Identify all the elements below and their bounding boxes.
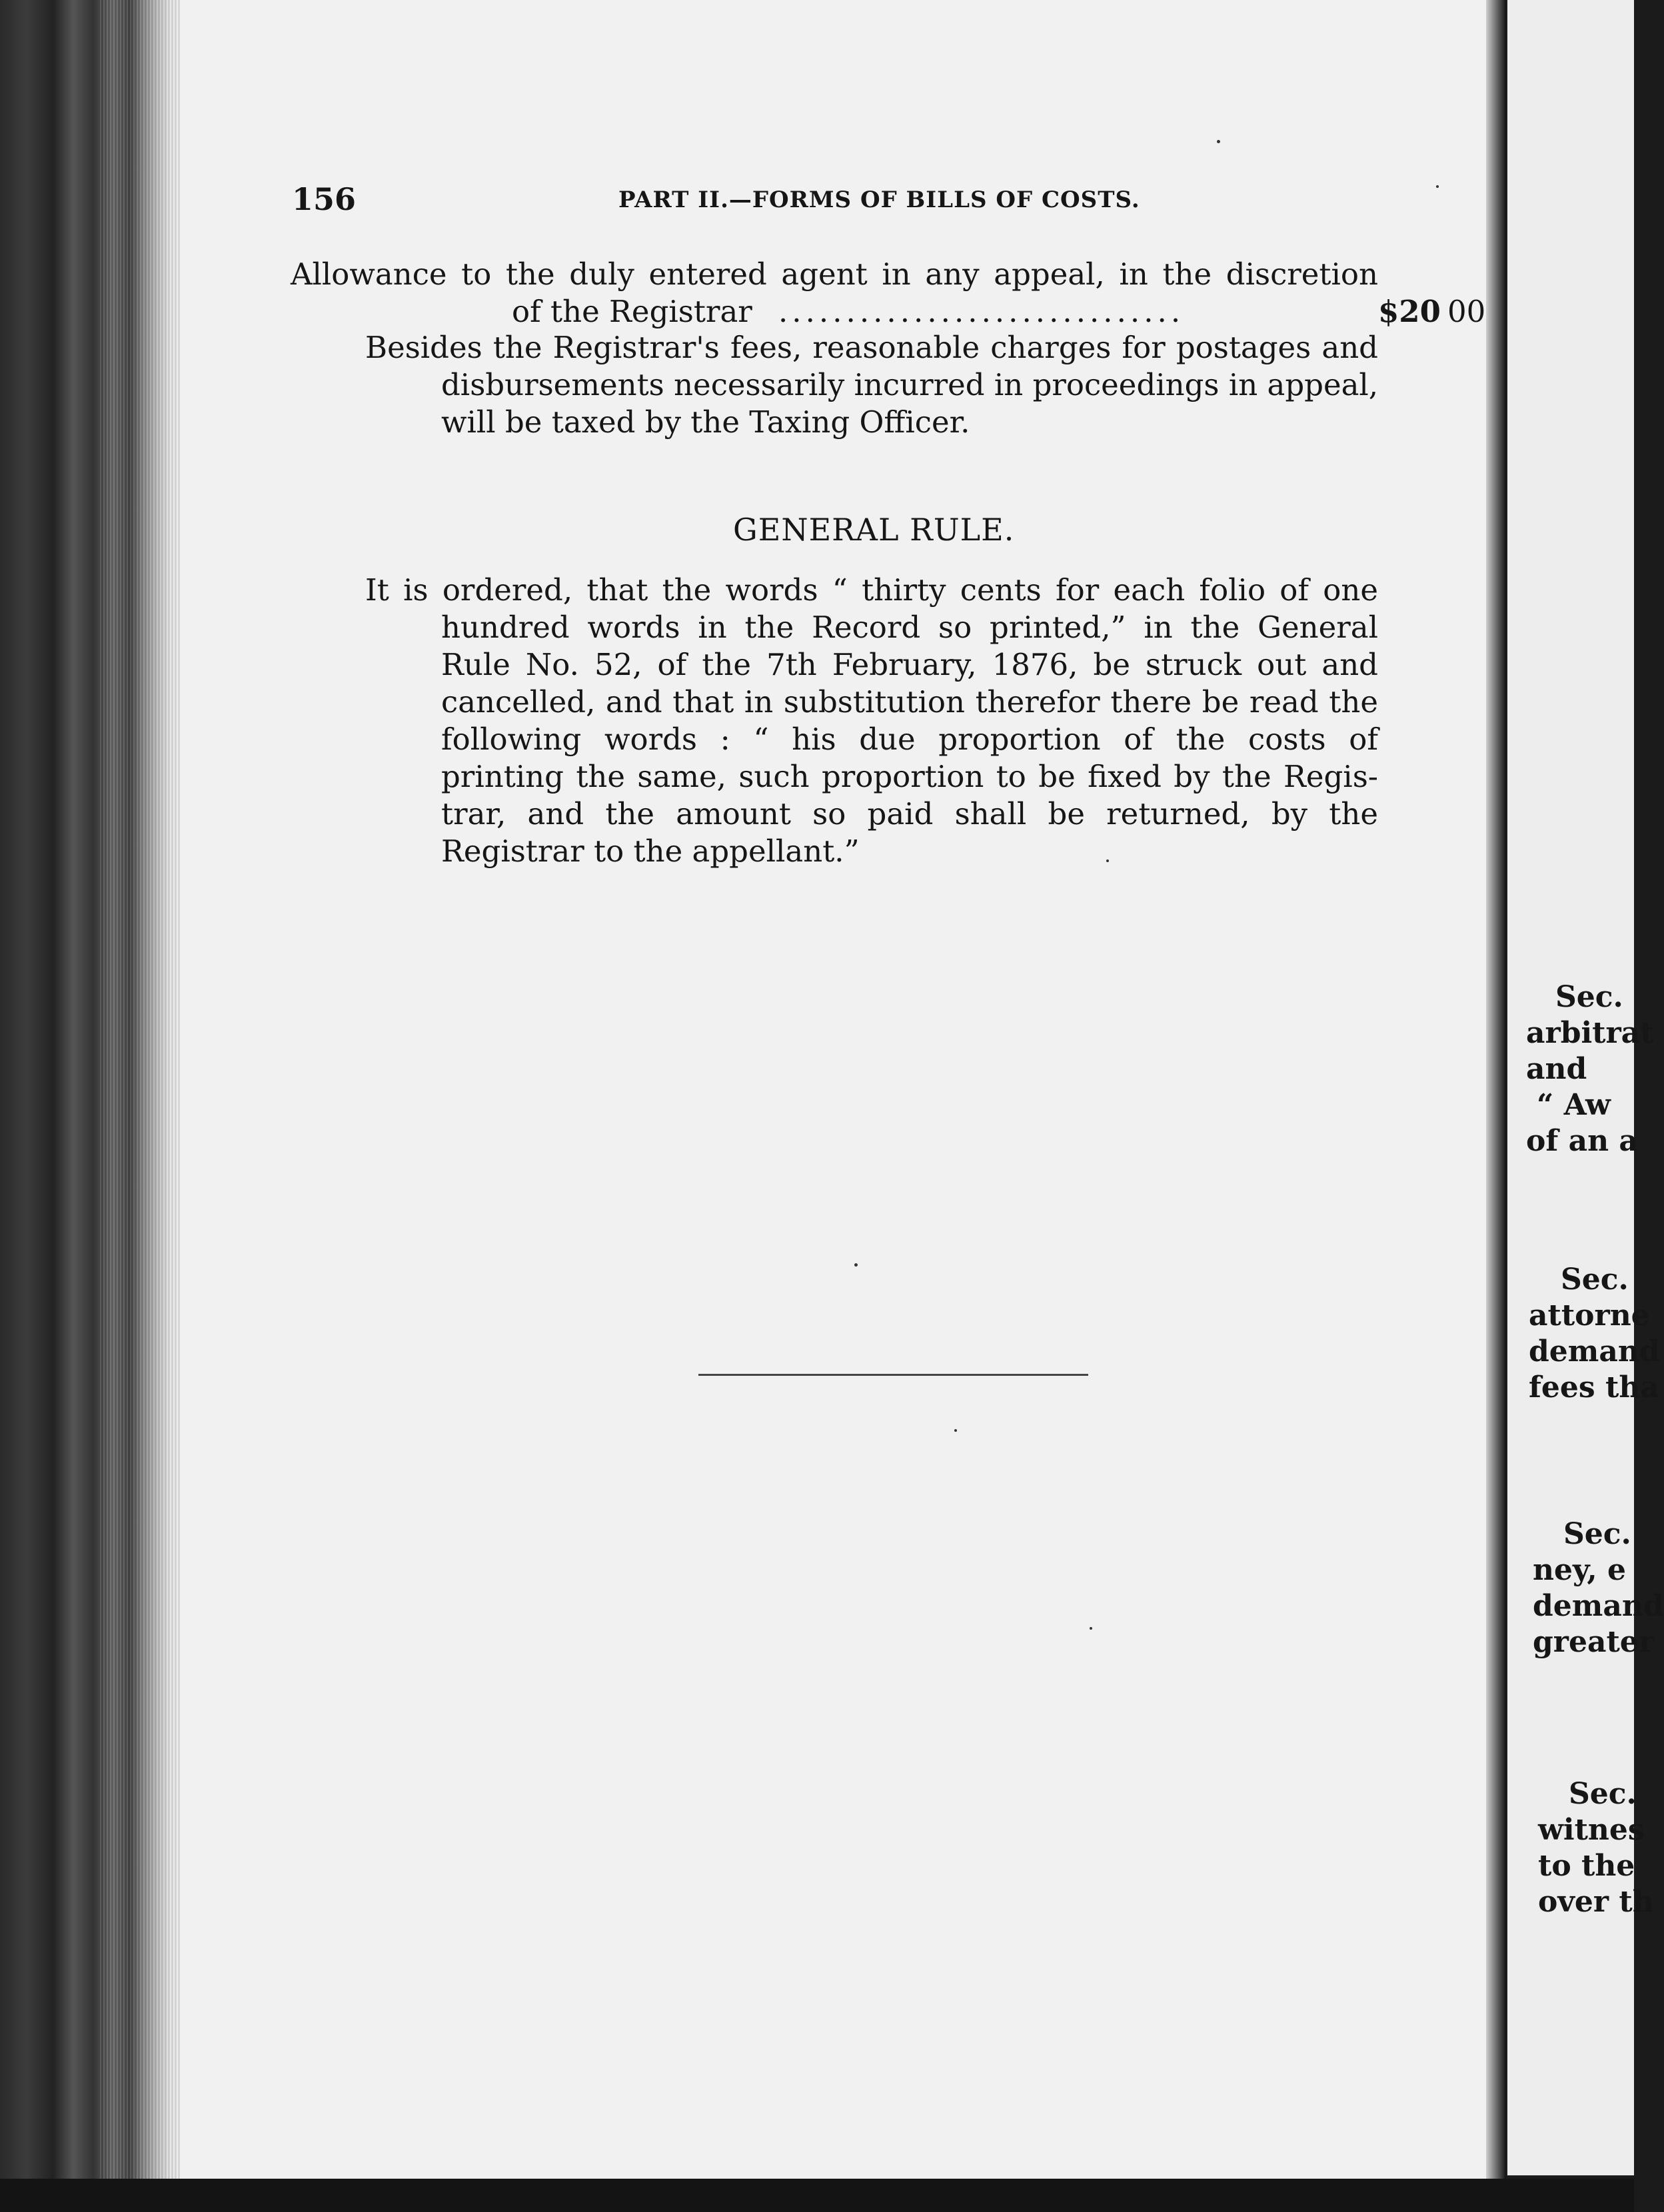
scan-speck: [854, 1263, 858, 1267]
next-page-line: of an a: [1526, 1124, 1638, 1158]
next-page-line: Sec.: [1555, 980, 1623, 1014]
scan-speck: [1436, 185, 1439, 188]
next-page-line: Sec.: [1561, 1263, 1629, 1297]
scan-speck: [1090, 1627, 1092, 1630]
next-page-block-4: [1538, 1776, 1654, 1920]
section-divider: [698, 1374, 1088, 1376]
next-page-line: and: [1526, 1052, 1587, 1086]
allowance-leader-dots: ..............................: [778, 294, 1185, 329]
allowance-line-2: of the Registrar: [512, 294, 752, 329]
allowance-cents: 00: [1447, 294, 1486, 329]
next-page-block-2: [1529, 1262, 1660, 1406]
scan-bottom-band: [0, 2179, 1634, 2212]
besides-line-1: Besides the Registrar's fees, reasonable charges for postages and: [365, 330, 1378, 365]
gutter-page-edges: [100, 0, 180, 2212]
scan-speck: [1106, 859, 1109, 862]
next-page-line: attorne: [1529, 1299, 1650, 1333]
page-number: 156: [292, 181, 357, 217]
rule-line-7: trar, and the amount so paid shall be returned, by the: [441, 796, 1378, 831]
next-page-line: fees tha: [1529, 1371, 1659, 1404]
next-page-block-3: [1533, 1516, 1664, 1660]
rule-line-8: Registrar to the appellant.”: [441, 833, 860, 869]
next-page-line: “ Aw: [1537, 1088, 1611, 1122]
rule-line-4: cancelled, and that in substitution therefor there be read the: [441, 684, 1378, 720]
rule-line-3: Rule No. 52, of the 7th February, 1876, be struck out and: [441, 647, 1378, 682]
running-head: PART II.—FORMS OF BILLS OF COSTS.: [618, 187, 1140, 213]
next-page-line: over th: [1538, 1885, 1654, 1919]
next-page-line: demand: [1533, 1589, 1664, 1623]
next-page-block-1: [1526, 979, 1654, 1159]
rule-line-2: hundred words in the Record so printed,” in the General: [441, 610, 1378, 645]
rule-line-6: printing the same, such proportion to be fixed by the Regis-: [441, 759, 1378, 794]
rule-line-5: following words : “ his due proportion of the costs of: [441, 722, 1378, 757]
rule-line-1: It is ordered, that the words “ thirty cents for each folio of one: [365, 572, 1378, 608]
next-page-line: greater: [1533, 1625, 1654, 1659]
scan-speck: [1217, 140, 1220, 143]
besides-line-3: will be taxed by the Taxing Officer.: [441, 404, 970, 440]
next-page-line: Sec.: [1563, 1517, 1631, 1551]
next-page-line: ney, e: [1533, 1553, 1626, 1587]
scan-speck: [954, 1429, 957, 1432]
next-page-line: arbitrat: [1526, 1016, 1654, 1050]
next-page-line: demand: [1529, 1335, 1660, 1369]
next-page-line: to the: [1538, 1849, 1635, 1883]
allowance-amount: $20: [1378, 294, 1441, 329]
besides-line-2: disbursements necessarily incurred in proceedings in appeal,: [441, 367, 1379, 402]
next-page-line: witnes: [1538, 1813, 1645, 1847]
page-edge-shadow: [1486, 0, 1506, 2212]
allowance-line-1: Allowance to the duly entered agent in any appeal, in the discretion: [291, 257, 1378, 292]
general-rule-heading: GENERAL RULE.: [733, 512, 1015, 548]
next-page-line: Sec.: [1569, 1777, 1637, 1811]
